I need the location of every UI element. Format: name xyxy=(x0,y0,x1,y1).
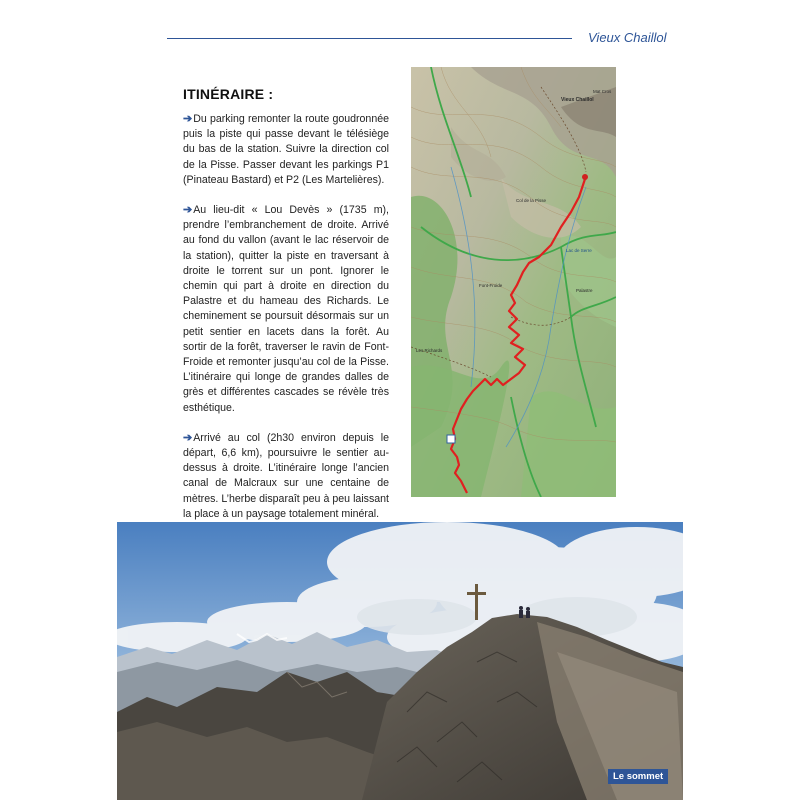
map-label-mat-cros: Mat Cros xyxy=(593,89,612,94)
arrow-right-icon: ➔ xyxy=(183,113,193,125)
arrow-right-icon: ➔ xyxy=(183,431,193,444)
map-label-lac: Lac de Serre xyxy=(566,248,592,253)
paragraph-text: Au lieu-dit « Lou Devès » (1735 m), prendre l’embranchement de droite. Arrivé au fond du vallon (avant le lac réservoir de la station), quitter la piste en traversant à droite le torrent sur un pont. Ignorer le chemin qui part à droite en direction du Palastre et du hameau des Richards. Le cheminement se poursuit désormais sur un petit sentier en lacets dans la forêt. Au sortir de la forêt, traverser le ravin de Font-Froide et remonter jusqu’au col de la Pisse. L’itinéraire qui longe de grandes dalles de grès et différentes cascades se révèle très esthétique. xyxy=(183,204,389,414)
photo-caption: Le sommet xyxy=(608,769,668,784)
itinerary-paragraph xyxy=(183,203,389,416)
itinerary-heading: ITINÉRAIRE : xyxy=(183,86,274,102)
summit-marker xyxy=(582,174,588,180)
map-label-richards: Les Richards xyxy=(416,348,443,353)
summit-photo xyxy=(117,522,683,800)
map-label-summit: Vieux Chaillol xyxy=(561,97,594,103)
header-rule xyxy=(167,38,572,39)
map-label-col-pisse: Col de la Pisse xyxy=(516,198,547,203)
map-label-font-froide: Font-Froide xyxy=(479,283,503,288)
itinerary-paragraph xyxy=(183,112,389,188)
route-map-graphic xyxy=(411,67,616,497)
parking-marker xyxy=(447,435,455,443)
summit-photo-graphic xyxy=(117,522,683,800)
paragraph-text: Arrivé au col (2h30 environ depuis le départ, 6,6 km), poursuivre le sentier au-dessus à droite. L’itinéraire longe l’ancien canal de Malcraux sur une centaine de mètres. L’herbe disparaît peu à peu laissant la place à un paysage totalement minéral. xyxy=(183,431,389,520)
map-label-palastre: Palastre xyxy=(576,288,593,293)
itinerary-paragraph xyxy=(183,431,389,522)
route-map xyxy=(411,67,616,497)
running-header-title: Vieux Chaillol xyxy=(588,30,667,45)
arrow-right-icon: ➔ xyxy=(183,204,193,217)
paragraph-text: Du parking remonter la route goudronnée puis la piste qui passe devant le télésiège du bas de la station. Suivre la direction col de la Pisse. Passer devant les parkings P1 (Pinateau Bastard) et P2 (Les Martelières). xyxy=(183,113,389,186)
itinerary-text xyxy=(183,112,389,537)
